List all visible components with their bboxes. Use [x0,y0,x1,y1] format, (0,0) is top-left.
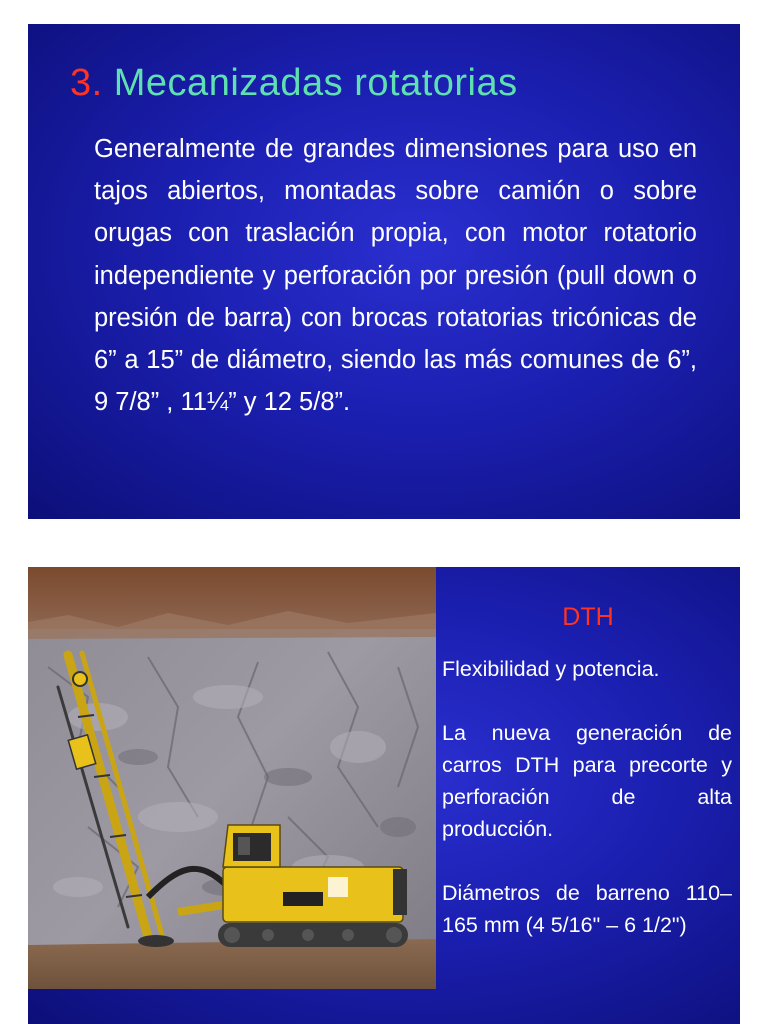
drill-rig-illustration [28,567,436,989]
slide-top [28,24,740,519]
slide-body-text: Generalmente de grandes dimensiones para uso en tajos abiertos, montadas sobre camión o sobre orugas con traslación propia, con motor rotatorio independiente y perforación por presión (pull down o presión de barra) con brocas rotatorias tricónicas de 6” a 15” de diámetro, siendo las más comunes de 6”, 9 7/8” , 11¼” y 12 5/8”. [94,135,697,417]
dth-paragraph-1: Flexibilidad y potencia. [442,657,660,681]
dth-paragraph-3: Diámetros de barreno 110–165 mm (4 5/16" – 6 1/2") [442,881,732,937]
title-number: 3. [70,62,103,104]
title-text: Mecanizadas rotatorias [113,62,518,104]
dth-paragraph-2: La nueva generación de carros DTH para precorte y perforación de alta producción. [442,721,732,841]
dth-heading: DTH [562,603,614,631]
slide-title [70,62,518,105]
slide-bottom [28,567,740,1024]
dth-description [442,653,732,941]
drill-rig-photo [28,567,436,989]
